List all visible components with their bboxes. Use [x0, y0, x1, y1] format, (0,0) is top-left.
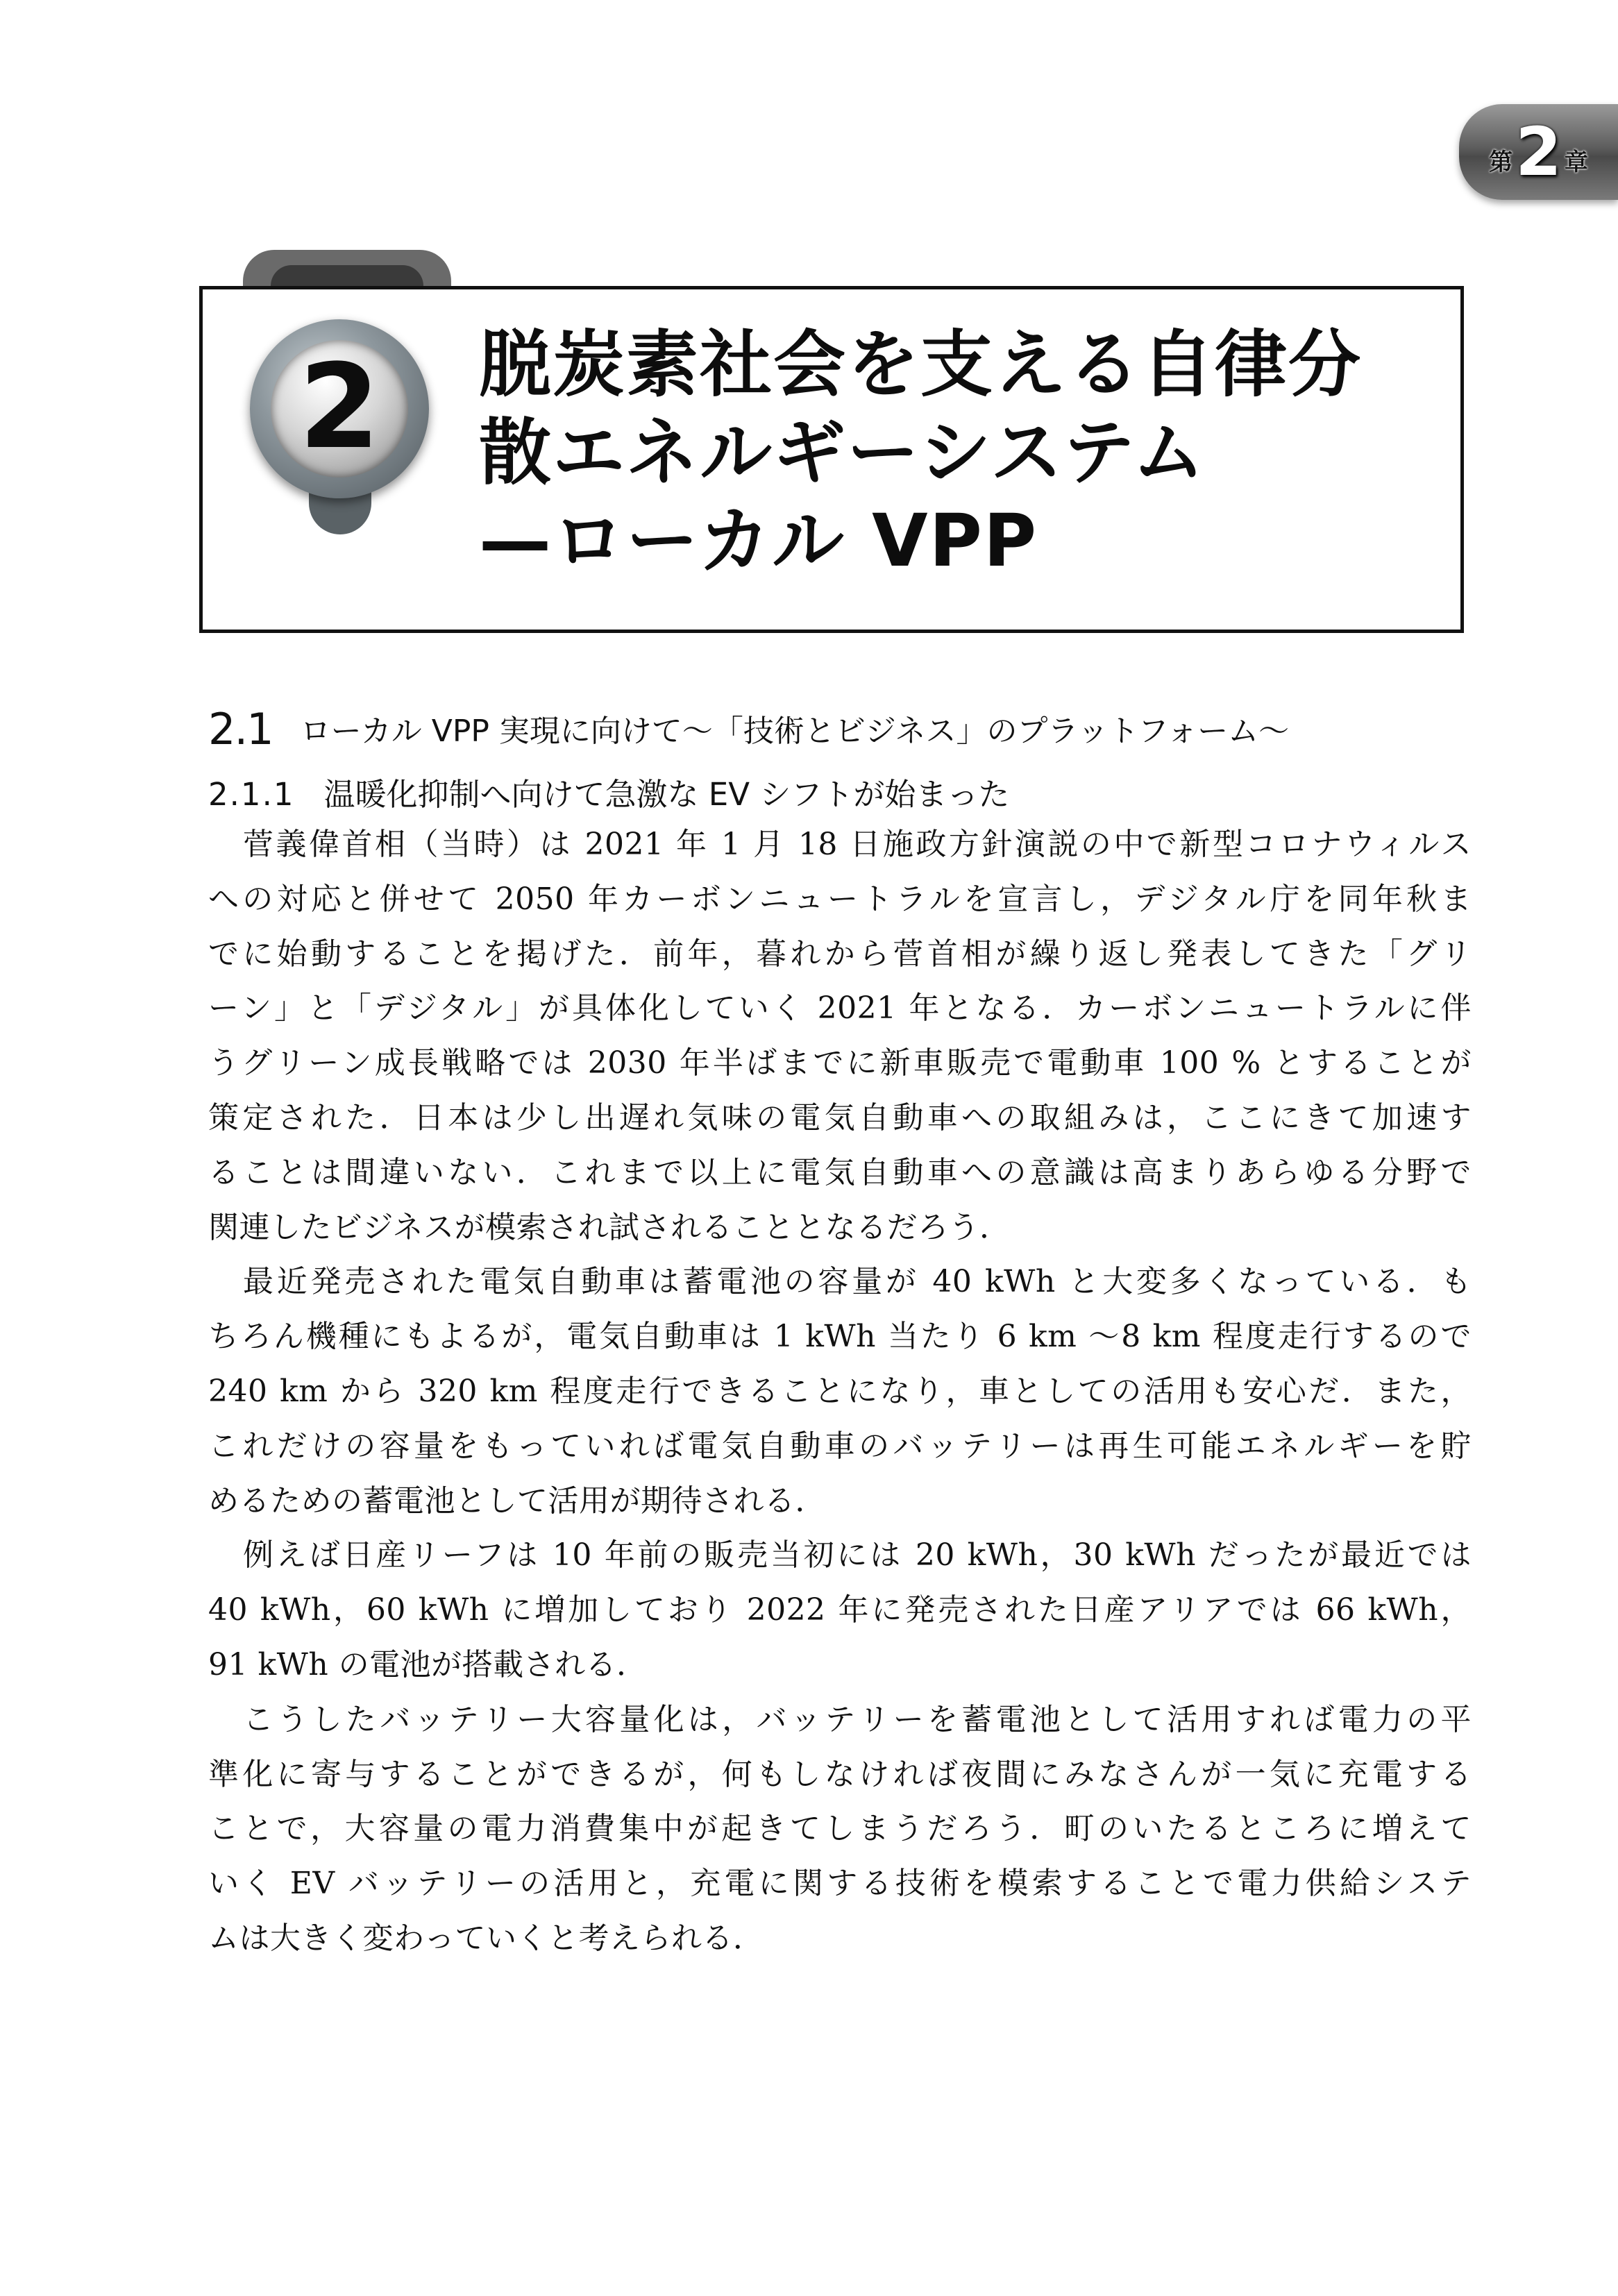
text-line: でに始動することを掲げた．前年，暮れから菅首相が繰り返し発表してきた「グリ — [208, 936, 1472, 972]
text-line: 準化に寄与することができるが，何もしなければ夜間にみなさんが一気に充電する — [208, 1756, 1472, 1792]
text-line: ちろん機種にもよるが，電気自動車は 1 kWh 当たり 6 km 〜8 km 程度走行するので — [208, 1319, 1472, 1355]
chapter-title-line: —ローカル VPP — [479, 498, 1038, 583]
chapter-title-line: 散エネルギーシステム — [479, 410, 1206, 495]
text-line: うグリーン成長戦略では 2030 年半ばまでに新車販売で電動車 100 % とすることが — [208, 1045, 1472, 1081]
paragraph — [208, 1528, 1472, 1692]
chapter-tab-suffix: 章 — [1564, 148, 1588, 176]
text-line: いく EV バッテリーの活用と，充電に関する技術を模索することで電力供給システ — [208, 1866, 1472, 1902]
text-line: 関連したビジネスが模索され試されることとなるだろう． — [208, 1209, 1011, 1245]
text-line: への対応と併せて 2050 年カーボンニュートラルを宣言し，デジタル庁を同年秋ま — [208, 881, 1472, 917]
paragraph — [208, 1255, 1472, 1528]
text-line: ことで，大容量の電力消費集中が起きてしまうだろう．町のいたるところに増えて — [208, 1811, 1472, 1847]
section-heading — [208, 704, 1289, 754]
chapter-tab-prefix: 第 — [1489, 148, 1513, 176]
subsection-number: 2.1.1 — [208, 776, 295, 813]
subsection-title: 温暖化抑制へ向けて急激な EV シフトが始まった — [323, 776, 1010, 813]
text-line: ることは間違いない．これまで以上に電気自動車への意識は高まりあらゆる分野で — [208, 1154, 1472, 1190]
chapter-number: 2 — [298, 339, 380, 475]
section-number: 2.1 — [208, 704, 273, 754]
chapter-number-medal — [250, 319, 429, 498]
text-line: 240 km から 320 km 程度走行できることになり，車としての活用も安心だ．また， — [208, 1373, 1472, 1409]
subsection-heading — [208, 769, 1009, 814]
text-line: ーン」と「デジタル」が具体化していく 2021 年となる．カーボンニュートラルに伴 — [208, 990, 1472, 1027]
text-line: 最近発売された電気自動車は蓄電池の容量が 40 kWh と大変多くなっている．も — [243, 1264, 1472, 1300]
text-line: めるための蓄電池として活用が期待される． — [208, 1483, 826, 1519]
text-line: 例えば日産リーフは 10 年前の販売当初には 20 kWh，30 kWh だったが最近では — [243, 1537, 1472, 1573]
text-line: 40 kWh，60 kWh に増加しており 2022 年に発売された日産アリアでは 66 kWh， — [208, 1592, 1472, 1628]
text-line: これだけの容量をもっていれば電気自動車のバッテリーは再生可能エネルギーを貯 — [208, 1428, 1472, 1464]
text-line: ムは大きく変わっていくと考えられる． — [208, 1920, 764, 1956]
section-title: ローカル VPP 実現に向けて〜「技術とビジネス」のプラットフォーム〜 — [300, 714, 1290, 749]
text-line: 91 kWh の電池が搭載される． — [208, 1646, 648, 1682]
chapter-title — [479, 321, 1437, 585]
chapter-title-line: 脱炭素社会を支える自律分 — [479, 322, 1363, 407]
text-line: 菅義偉首相（当時）は 2021 年 1 月 18 日施政方針演説の中で新型コロナウィルス — [243, 827, 1472, 862]
chapter-tab-number: 2 — [1515, 113, 1562, 191]
text-line: こうしたバッテリー大容量化は，バッテリーを蓄電池として活用すれば電力の平 — [243, 1701, 1472, 1737]
paragraph — [208, 1693, 1472, 1966]
body-text — [208, 818, 1472, 1966]
paragraph — [208, 818, 1472, 1255]
text-line: 策定された．日本は少し出遅れ気味の電気自動車への取組みは，ここにきて加速す — [208, 1099, 1472, 1136]
chapter-number-medal-face — [271, 340, 408, 478]
chapter-tab — [1459, 104, 1618, 200]
